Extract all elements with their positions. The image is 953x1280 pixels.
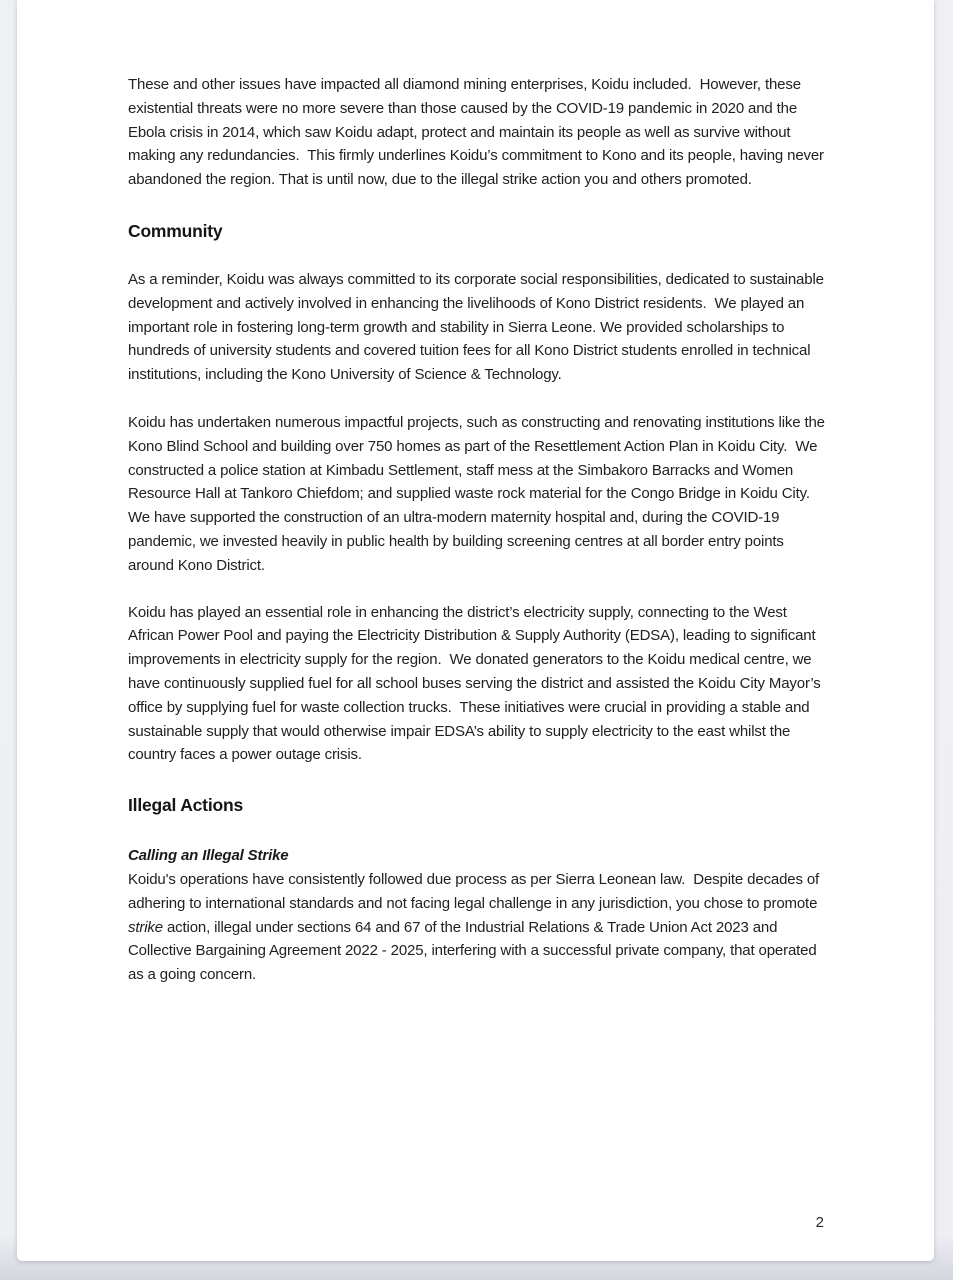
section-heading-illegal-actions: Illegal Actions bbox=[128, 795, 243, 816]
community-paragraph-projects: Koidu has undertaken numerous impactful projects, such as constructing and renovating institutions like the Kono Blind School and building over 750 homes as part of the Resettlement Action Plan in Koidu City. We constructed a police station at Kimbadu Settlement, staff mess at the Simbakoro Barracks and Women Resource Hall at Tankoro Chiefdom; and supplied waste rock material for the Congo Bridge in Koidu City. We have supported the construction of an ultra-modern maternity hospital and, during the COVID-19 pandemic, we invested heavily in public health by building screening centres at all border entry points around Kono District. bbox=[128, 413, 829, 574]
italic-strike-word: strike bbox=[128, 918, 163, 936]
illegal-strike-paragraph-part1: Koidu's operations have consistently followed due process as per Sierra Leonean law. Despite decades of adhering to international standards and not facing legal challenge in any jurisdiction, you chose to promote bbox=[128, 870, 824, 912]
document-content bbox=[128, 0, 827, 987]
document-page bbox=[17, 0, 934, 1261]
illegal-strike-paragraph bbox=[128, 868, 827, 987]
intro-paragraph: These and other issues have impacted all diamond mining enterprises, Koidu included. However, these existential threats were no more severe than those caused by the COVID-19 pandemic in 2020 and the Ebola crisis in 2014, which saw Koidu adapt, protect and maintain its people as well as survive without making any redundancies. This firmly underlines Koidu’s commitment to Kono and its people, having never abandoned the region. That is until now, due to the illegal strike action you and others promoted. bbox=[128, 76, 828, 189]
community-paragraph-social-responsibility: As a reminder, Koidu was always committed to its corporate social responsibilities, dedicated to sustainable development and actively involved in enhancing the livelihoods of Kono District residents. We played an important role in fostering long-term growth and stability in Sierra Leone. We provided scholarships to hundreds of university students and covered tuition fees for all Kono District students enrolled in technical institutions, including the Kono University of Science & Technology. bbox=[128, 270, 828, 384]
section-heading-community: Community bbox=[128, 220, 223, 241]
community-paragraph-electricity: Koidu has played an essential role in enhancing the district’s electricity supply, connecting to the West African Power Pool and paying the Electricity Distribution & Supply Authority (EDSA), leading to significant improvements in electricity supply for the region. We donated generators to the Koidu medical centre, we have continuously supplied fuel for all school buses serving the district and assisted the Koidu City Mayor’s office by supplying fuel for waste collection trucks. These initiatives were crucial in providing a stable and sustainable supply that would otherwise impair EDSA’s ability to supply electricity to the east whilst the country faces a power outage crisis. bbox=[128, 603, 825, 764]
illegal-strike-paragraph-part2: action, illegal under sections 64 and 67 of the Industrial Relations & Trade Union Act 2023 and Collective Bargaining Agreement 2022 - 2025, interfering with a successful private company, that operated as a going concern. bbox=[128, 918, 821, 984]
page-number: 2 bbox=[815, 1214, 824, 1231]
subsection-heading-calling-illegal-strike: Calling an Illegal Strike bbox=[128, 847, 289, 865]
